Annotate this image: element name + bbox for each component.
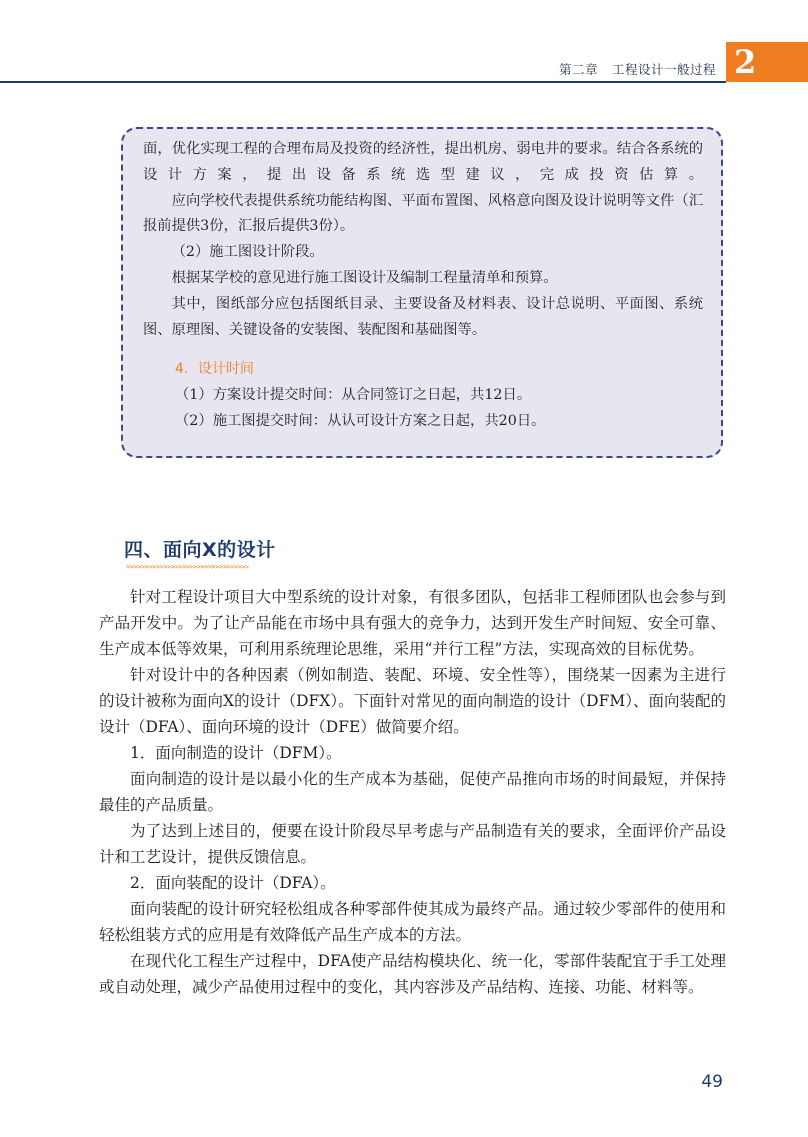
box-paragraph: 应向学校代表提供系统功能结构图、平面布置图、风格意向图及设计说明等文件（汇报前提供3份，汇报后提供3份）。 [143, 192, 703, 235]
chapter-number-tab: 2 [726, 42, 808, 82]
body-paragraph: 针对设计中的各种因素（例如制造、装配、环境、安全性等），围绕某一因素为主进行的设计被称为面向X的设计（DFX）。下面针对常见的面向制造的设计（DFM）、面向装配的设计（DFA）、面向环境的设计（DFE）做简要介绍。 [99, 666, 726, 736]
body-paragraph: 针对工程设计项目大中型系统的设计对象，有很多团队，包括非工程师团队也会参与到产品开发中。为了让产品能在市场中具有强大的竞争力，达到开发生产时间短、安全可靠、生产成本低等效果，可利用系统理论思维，采用“并行工程”方法，实现高效的目标优势。 [99, 588, 726, 658]
body-paragraph: 1．面向制造的设计（DFM）。 [130, 744, 342, 762]
box-paragraph: 根据某学校的意见进行施工图设计及编制工程量清单和预算。 [171, 269, 558, 286]
box-list-item: （1）方案设计提交时间：从合同签订之日起，共12日。 [175, 387, 532, 404]
body-paragraph: 为了达到上述目的，便要在设计阶段尽早考虑与产品制造有关的要求，全面评价产品设计和工艺设计，提供反馈信息。 [99, 822, 726, 866]
design-time-heading: 4．设计时间 [175, 361, 254, 378]
chapter-title: 工程设计一般过程 [611, 62, 716, 77]
header-rule [0, 81, 726, 83]
body-paragraph: 面向制造的设计是以最小化的生产成本为基础，促使产品推向市场的时间最短，并保持最佳的产品质量。 [99, 770, 726, 814]
box-paragraph: 面，优化实现工程的合理布局及投资的经济性，提出机房、弱电井的要求。结合各系统的设计方案，提出设备系统选型建议，完成投资估算。 [143, 141, 703, 183]
box-paragraph: 其中，图纸部分应包括图纸目录、主要设备及材料表、设计总说明、平面图、系统图、原理图、关键设备的安装图、装配图和基础图等。 [143, 295, 703, 338]
running-head [559, 60, 716, 78]
box-list-item: （2）施工图提交时间：从认可设计方案之日起，共20日。 [175, 412, 546, 429]
body-paragraph: 在现代化工程生产过程中，DFA使产品结构模块化、统一化，零部件装配宜于手工处理或自动处理，减少产品使用过程中的变化，其内容涉及产品结构、连接、功能、材料等。 [99, 952, 726, 996]
body-paragraph: 2．面向装配的设计（DFA）。 [130, 874, 336, 892]
title-decoration: >>>>>>>>>>>>>>>>>>>>>>>>>>>>>>>>> [126, 563, 249, 571]
body-paragraph: 面向装配的设计研究轻松组成各种零部件使其成为最终产品。通过较少零部件的使用和轻松组装方式的应用是有效降低产品生产成本的方法。 [99, 900, 726, 944]
section-title: 四、面向X的设计 [124, 539, 276, 561]
page-number: 49 [701, 1072, 723, 1092]
box-paragraph: （2）施工图设计阶段。 [171, 244, 324, 261]
design-requirements-box [121, 127, 723, 458]
body-text [99, 584, 726, 1000]
chapter-label: 第二章 [558, 62, 598, 77]
